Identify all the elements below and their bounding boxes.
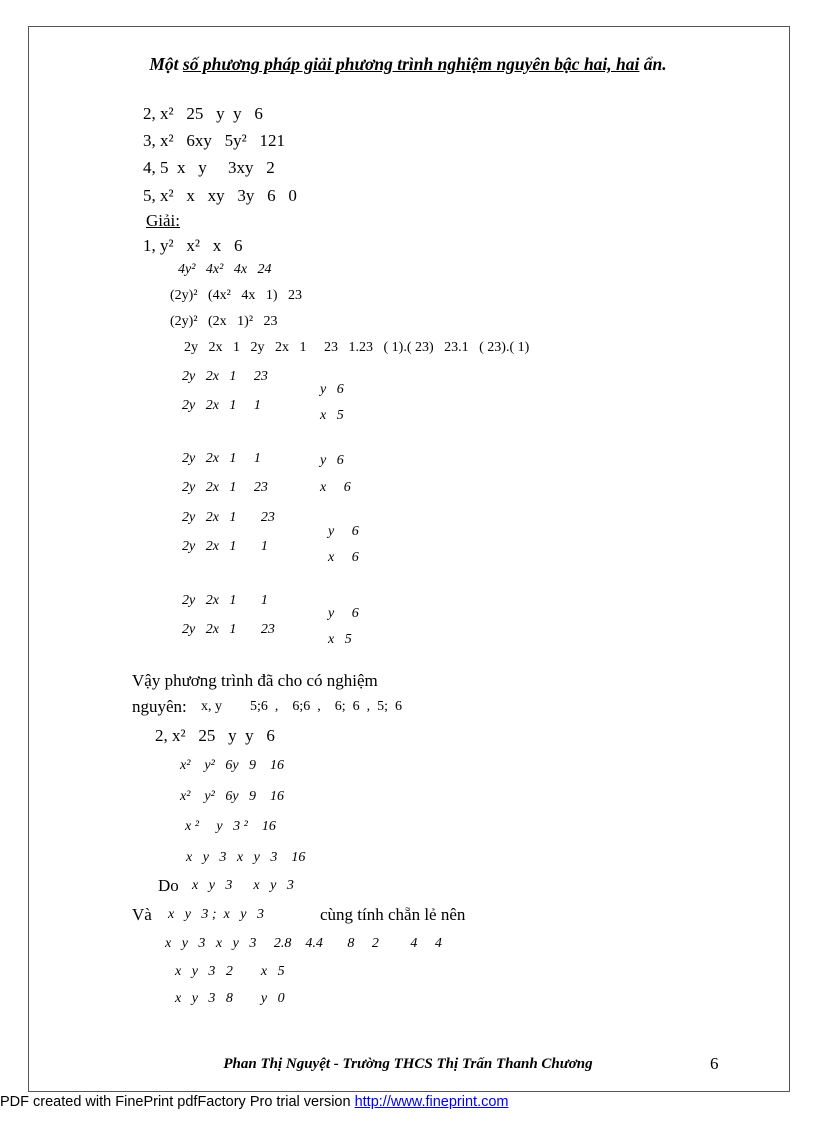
system-2-result-x: x 6 — [320, 480, 351, 495]
system-3-eq1: 2y 2x 1 23 — [182, 510, 275, 525]
math-step: 4y² 4x² 4x 24 — [178, 262, 272, 277]
math-step: x y 3 2 x 5 — [175, 964, 285, 979]
math-step: x² y² 6y 9 16 — [180, 789, 285, 804]
solution-2-equation: 2, x² 25 y y 6 — [155, 726, 275, 745]
conclusion-solutions: x, y 5;6 , 6;6 , 6; 6 , 5; 6 — [201, 699, 403, 714]
conclusion-text: Vậy phương trình đã cho có nghiệm — [132, 671, 378, 690]
fineprint-link[interactable]: http://www.fineprint.com — [354, 1094, 509, 1110]
math-step: 2y 2x 1 2y 2x 1 23 1.23 ( 1).( 23) 23.1 ( 23).( 1) — [184, 340, 530, 355]
system-4-eq2: 2y 2x 1 23 — [182, 622, 275, 637]
system-3-eq2: 2y 2x 1 1 — [182, 539, 268, 554]
solution-heading: Giải: — [146, 211, 180, 230]
text-va: Và — [132, 905, 152, 924]
math-step: (2y)² (4x² 4x 1) 23 — [170, 288, 303, 303]
math-step: x² y² 6y 9 16 — [180, 758, 285, 773]
system-4-result-y: y 6 — [328, 606, 359, 621]
text-parity: cùng tính chẵn lẻ nên — [320, 905, 466, 924]
system-2-eq2: 2y 2x 1 23 — [182, 480, 268, 495]
system-1-eq2: 2y 2x 1 1 — [182, 398, 261, 413]
text-do: Do — [158, 876, 179, 895]
math-step: x y 3 x y 3 16 — [186, 850, 306, 865]
math-step: x y 3 x y 3 — [192, 878, 294, 893]
pdf-watermark-note: PDF created with FinePrint pdfFactory Pro trial version http://www.fineprint.com — [0, 1094, 509, 1110]
system-1-result-y: y 6 — [320, 382, 344, 397]
system-2-eq1: 2y 2x 1 1 — [182, 451, 261, 466]
page-number: 6 — [710, 1054, 719, 1073]
problem-5: 5, x² x xy 3y 6 0 — [143, 186, 297, 205]
problem-4: 4, 5 x y 3xy 2 — [143, 158, 275, 177]
system-3-result-y: y 6 — [328, 524, 359, 539]
system-2-result-y: y 6 — [320, 453, 344, 468]
conclusion-label: nguyên: — [132, 697, 187, 716]
page-title: Một số phương pháp giải phương trình nghiệm nguyên bậc hai, hai ẩn. — [149, 54, 667, 74]
system-1-eq1: 2y 2x 1 23 — [182, 369, 268, 384]
solution-1-equation: 1, y² x² x 6 — [143, 236, 243, 255]
system-3-result-x: x 6 — [328, 550, 359, 565]
math-step: x y 3 ; x y 3 — [168, 907, 265, 922]
problem-3: 3, x² 6xy 5y² 121 — [143, 131, 285, 150]
problem-2: 2, x² 25 y y 6 — [143, 104, 263, 123]
math-step: x y 3 x y 3 2.8 4.4 8 2 4 4 — [165, 936, 442, 951]
math-step: (2y)² (2x 1)² 23 — [170, 314, 278, 329]
system-4-eq1: 2y 2x 1 1 — [182, 593, 268, 608]
page-footer: Phan Thị Nguyệt - Trường THCS Thị Trấn Thanh Chương — [223, 1056, 593, 1072]
system-1-result-x: x 5 — [320, 408, 344, 423]
math-step: x ² y 3 ² 16 — [185, 819, 276, 834]
system-4-result-x: x 5 — [328, 632, 352, 647]
math-step: x y 3 8 y 0 — [175, 991, 285, 1006]
